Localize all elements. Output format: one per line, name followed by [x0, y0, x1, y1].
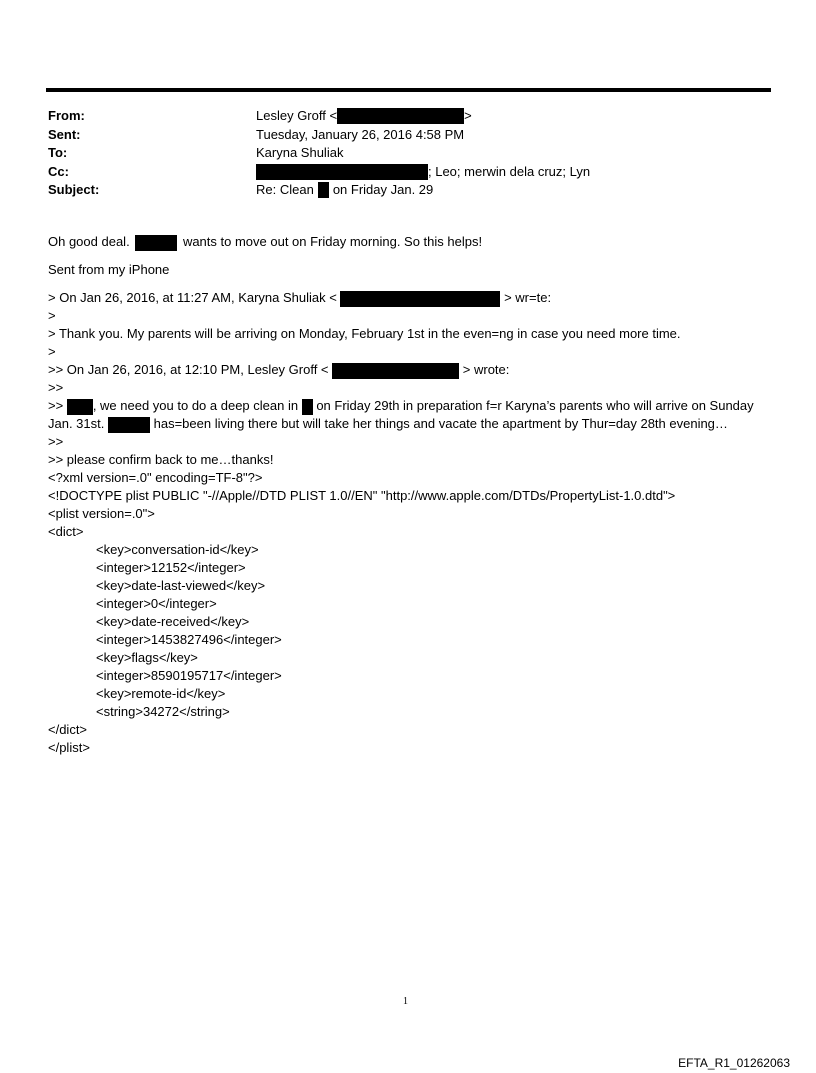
signature-line: Sent from my iPhone — [48, 262, 170, 277]
plist-open-line: <plist version=.0"> — [48, 506, 155, 521]
subject-post: on Friday Jan. 29 — [332, 182, 434, 197]
quote-line: >> please confirm back to me…thanks! — [48, 452, 274, 467]
sent-label: Sent: — [48, 126, 81, 142]
body-l3-post: > wr=te: — [504, 290, 552, 305]
plist-item: <integer>12152</integer> — [96, 560, 246, 575]
to-value: Karyna Shuliak — [256, 145, 344, 160]
cc-label: Cc: — [48, 163, 69, 179]
quote-paragraph — [48, 397, 760, 433]
plist-item: <key>remote-id</key> — [96, 686, 226, 701]
subject-value — [256, 181, 433, 200]
quote-line: >> — [48, 380, 64, 395]
body-line — [48, 233, 760, 251]
subject-label: Subject: — [48, 182, 100, 197]
redaction-box — [67, 399, 93, 415]
redaction-box — [332, 363, 459, 379]
body-l1-post: wants to move out on Friday morning. So this helps! — [182, 234, 483, 249]
redaction-box — [318, 182, 329, 198]
plist-item: <key>date-received</key> — [96, 614, 250, 629]
from-value — [256, 107, 472, 126]
cc-recipients: ; Leo; merwin dela cruz; Lyn — [428, 163, 591, 179]
header-rule — [46, 88, 771, 92]
body-l7-post: > wrote: — [462, 362, 510, 377]
plist-item: <string>34272</string> — [96, 704, 230, 719]
to-label: To: — [48, 145, 68, 160]
plist-item: <key>date-last-viewed</key> — [96, 578, 266, 593]
email-header — [48, 107, 590, 200]
quote-line: > Thank you. My parents will be arriving on Monday, February 1st in the even=ng in case you need more time. — [48, 326, 681, 341]
body-l9-c: on Friday 29th in preparation f=r Karyna’s parents who will arrive on Sunday Jan. 31st. — [48, 398, 754, 431]
email-body — [48, 233, 760, 757]
plist-close-line: </plist> — [48, 740, 90, 755]
body-l9-d: has=been living there but will take her things and vacate the apartment by Thur=day 28th evening… — [153, 416, 728, 431]
body-l9-a: >> — [48, 398, 64, 413]
quote-header-line — [48, 361, 760, 379]
document-id: EFTA_R1_01262063 — [678, 1056, 790, 1070]
plist-item: <key>flags</key> — [96, 650, 198, 665]
redaction-box — [108, 417, 150, 433]
plist-item: <key>conversation-id</key> — [96, 542, 259, 557]
sent-value: Tuesday, January 26, 2016 4:58 PM — [256, 126, 465, 142]
from-name: Lesley Groff < — [256, 108, 338, 123]
doctype-line: <!DOCTYPE plist PUBLIC "-//Apple//DTD PLIST 1.0//EN" "http://www.apple.com/DTDs/PropertyList-1.0.dtd"> — [48, 488, 676, 503]
sent-row — [48, 126, 590, 145]
redaction-box — [135, 235, 177, 251]
redaction-box — [337, 108, 464, 124]
plist-item: <integer>1453827496</integer> — [96, 632, 282, 647]
cc-row — [48, 163, 590, 182]
quote-line: >> — [48, 434, 64, 449]
body-l7-pre: >> On Jan 26, 2016, at 12:10 PM, Lesley Groff < — [48, 362, 329, 377]
cc-value — [256, 163, 590, 182]
from-row — [48, 107, 590, 126]
plist-item: <integer>0</integer> — [96, 596, 217, 611]
subject-row — [48, 181, 590, 200]
body-l1-pre: Oh good deal. — [48, 234, 130, 249]
redaction-box — [256, 164, 428, 180]
dict-open-line: <dict> — [48, 524, 84, 539]
quote-header-line — [48, 289, 760, 307]
quote-line: > — [48, 344, 56, 359]
dict-close-line: </dict> — [48, 722, 88, 737]
from-label: From: — [48, 108, 85, 123]
redaction-box — [302, 399, 313, 415]
plist-item: <integer>8590195717</integer> — [96, 668, 282, 683]
subject-pre: Re: Clean — [256, 182, 314, 197]
xml-declaration-line: <?xml version=.0" encoding=TF-8"?> — [48, 470, 263, 485]
to-row — [48, 144, 590, 163]
body-l3-pre: > On Jan 26, 2016, at 11:27 AM, Karyna Shuliak < — [48, 290, 337, 305]
body-l9-b: , we need you to do a deep clean in — [92, 398, 299, 413]
quote-line: > — [48, 308, 56, 323]
redaction-box — [340, 291, 500, 307]
from-close: > — [464, 108, 472, 123]
page-number: 1 — [403, 996, 408, 1007]
